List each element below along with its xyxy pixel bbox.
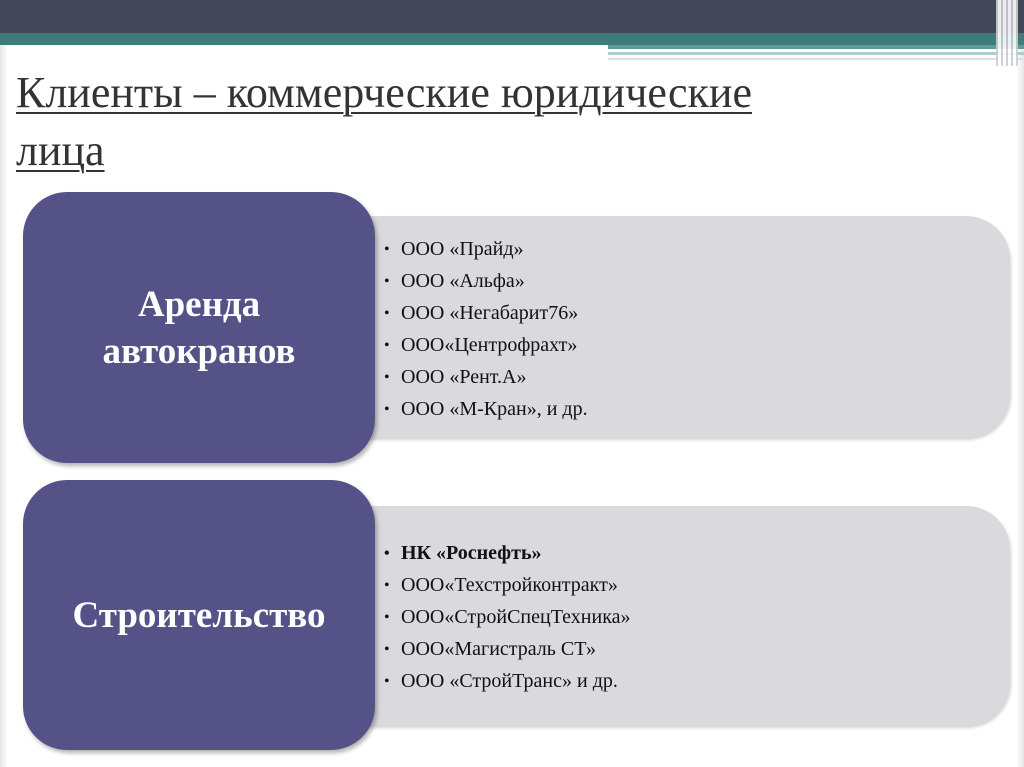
list-item: • ООО «Прайд» bbox=[384, 234, 990, 266]
slide-shadow-left bbox=[0, 0, 8, 767]
category-label: Аренда автокранов bbox=[102, 283, 296, 372]
header-teal-band bbox=[0, 33, 1024, 45]
header-dark-band bbox=[0, 0, 1024, 33]
list-item: • ООО«Техстройконтракт» bbox=[384, 570, 990, 602]
category-label: Строительство bbox=[72, 594, 326, 636]
slide-shadow-right bbox=[1016, 0, 1024, 767]
client-list bbox=[384, 538, 990, 698]
list-item: • ООО«СтройСпецТехника» bbox=[384, 602, 990, 634]
category-construction bbox=[23, 480, 375, 750]
client-list bbox=[384, 234, 990, 426]
list-item: • НК «Роснефть» bbox=[384, 538, 990, 570]
slide-title bbox=[16, 64, 916, 180]
client-list-construction bbox=[300, 506, 1010, 726]
list-item: • ООО «Рент.А» bbox=[384, 362, 990, 394]
header-grey-line bbox=[608, 52, 1024, 55]
list-item: • ООО «Негабарит76» bbox=[384, 298, 990, 330]
list-item: • ООО «М-Кран», и др. bbox=[384, 394, 990, 426]
header-grey-line-thin bbox=[608, 58, 1024, 60]
list-item: • ООО «Альфа» bbox=[384, 266, 990, 298]
header-edge-stripes bbox=[996, 0, 1018, 66]
list-item: • ООО«Центрофрахт» bbox=[384, 330, 990, 362]
category-crane-rental bbox=[23, 192, 375, 463]
slide-title-line: лица bbox=[16, 126, 105, 175]
header-teal-accent bbox=[608, 45, 1024, 49]
slide-title-line: Клиенты – коммерческие юридические bbox=[16, 68, 752, 117]
list-item: • ООО«Магистраль СТ» bbox=[384, 634, 990, 666]
client-list-crane-rental bbox=[300, 216, 1010, 438]
list-item: • ООО «СтройТранс» и др. bbox=[384, 666, 990, 698]
